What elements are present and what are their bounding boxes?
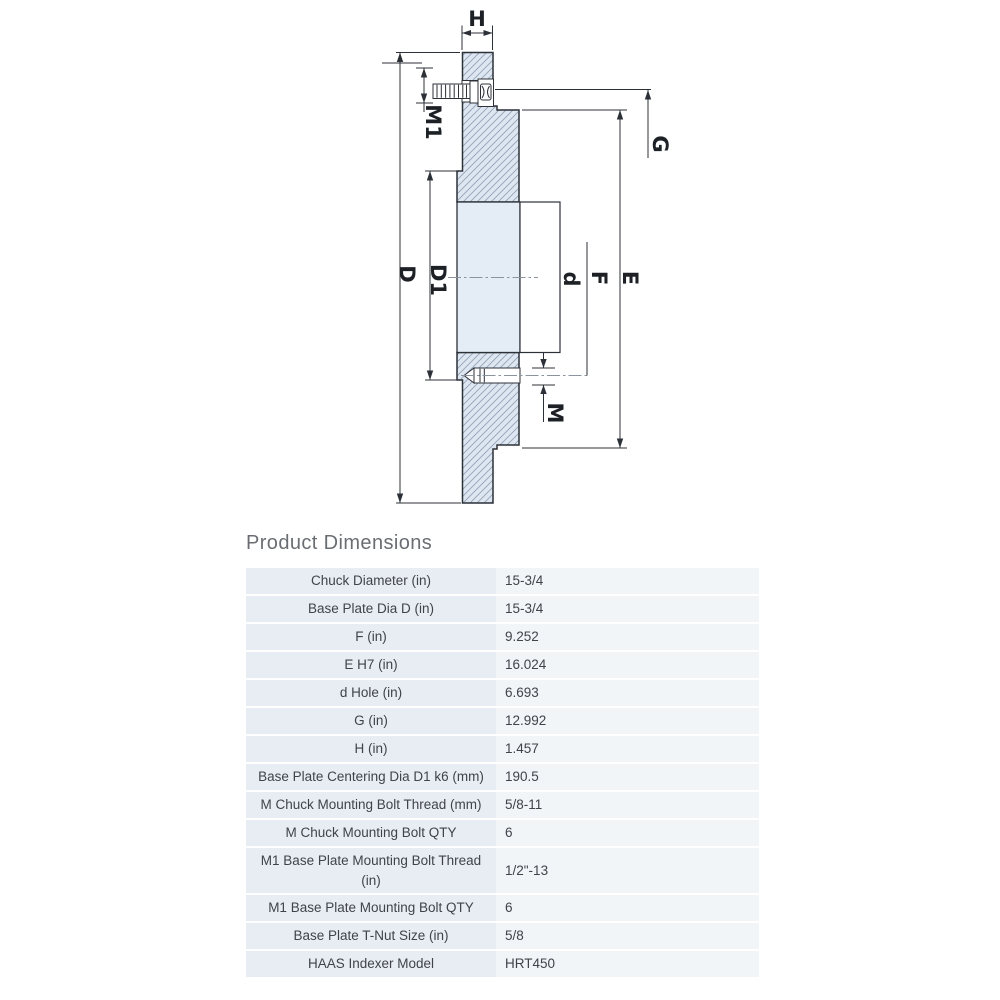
table-row [246, 596, 759, 622]
table-row [246, 652, 759, 678]
dim-E-arrow-bottom [617, 439, 623, 449]
table-row [246, 624, 759, 650]
m1-mounting-bolt [433, 79, 494, 107]
table-row [246, 764, 759, 790]
bolt-shaft [433, 84, 470, 99]
table-row [246, 820, 759, 846]
spec-value-cell: 6 [496, 895, 759, 921]
dim-label-G: G [648, 135, 672, 153]
spec-value-cell: 1.457 [496, 736, 759, 762]
spec-label-cell: HAAS Indexer Model [246, 951, 496, 977]
spec-label-cell: E H7 (in) [246, 652, 496, 678]
dim-D-arrow-bottom [397, 494, 403, 504]
spec-value-cell: 15-3/4 [496, 596, 759, 622]
table-row [246, 895, 759, 921]
part-cross-section [448, 53, 560, 504]
dim-D1-arrow-top [427, 171, 433, 181]
dim-label-F: F [587, 270, 611, 286]
spec-label-cell: M1 Base Plate Mounting Bolt QTY [246, 895, 496, 921]
dim-label-d: d [559, 271, 583, 287]
dim-label-E: E [618, 270, 642, 286]
dim-E-arrow-top [617, 110, 623, 120]
m-mounting-screw [461, 368, 587, 383]
table-row [246, 680, 759, 706]
spec-label-cell: H (in) [246, 736, 496, 762]
dim-label-D1: D1 [426, 263, 450, 297]
spec-label-cell: Base Plate Dia D (in) [246, 596, 496, 622]
dim-M1-arrow-top [421, 68, 427, 78]
product-dimensions-table [246, 568, 759, 979]
spec-label-cell: M Chuck Mounting Bolt Thread (mm) [246, 792, 496, 818]
spec-value-cell: 16.024 [496, 652, 759, 678]
spec-value-cell: 6 [496, 820, 759, 846]
d-hole-outline [520, 202, 560, 353]
spec-label-cell: Base Plate T-Nut Size (in) [246, 923, 496, 949]
spec-label-cell: M1 Base Plate Mounting Bolt Thread (in) [246, 848, 496, 893]
table-row [246, 792, 759, 818]
spec-value-cell: 6.693 [496, 680, 759, 706]
dim-D1-arrow-bottom [427, 371, 433, 381]
spec-value-cell: 1/2"-13 [496, 848, 759, 893]
table-row [246, 951, 759, 977]
dim-label-D: D [395, 265, 419, 283]
spec-value-cell: 9.252 [496, 624, 759, 650]
spec-value-cell: 190.5 [496, 764, 759, 790]
part-upper-section [457, 53, 519, 203]
dim-D-arrow-top [397, 53, 403, 63]
spec-value-cell: 5/8-11 [496, 792, 759, 818]
dim-label-M: M [543, 402, 567, 424]
dim-M1-arrow-bottom [421, 94, 427, 104]
spec-value-cell: 12.992 [496, 708, 759, 734]
section-title: Product Dimensions [246, 532, 433, 554]
dim-label-H: H [468, 7, 486, 31]
bolt-head-cylinder [470, 81, 478, 103]
spec-label-cell: M Chuck Mounting Bolt QTY [246, 820, 496, 846]
dim-label-M1: M1 [421, 104, 445, 140]
table-row [246, 848, 759, 893]
table-row [246, 923, 759, 949]
dim-G-arrow [645, 90, 651, 100]
table-row [246, 708, 759, 734]
spec-value-cell: 5/8 [496, 923, 759, 949]
spec-label-cell: Base Plate Centering Dia D1 k6 (mm) [246, 764, 496, 790]
table-row [246, 568, 759, 594]
spec-value-cell: HRT450 [496, 951, 759, 977]
spec-label-cell: Chuck Diameter (in) [246, 568, 496, 594]
spec-label-cell: G (in) [246, 708, 496, 734]
spec-value-cell: 15-3/4 [496, 568, 759, 594]
spec-label-cell: F (in) [246, 624, 496, 650]
table-row [246, 736, 759, 762]
dim-M-arrow-top [540, 359, 546, 368]
dim-M-arrow-bottom [540, 385, 546, 394]
spec-label-cell: d Hole (in) [246, 680, 496, 706]
